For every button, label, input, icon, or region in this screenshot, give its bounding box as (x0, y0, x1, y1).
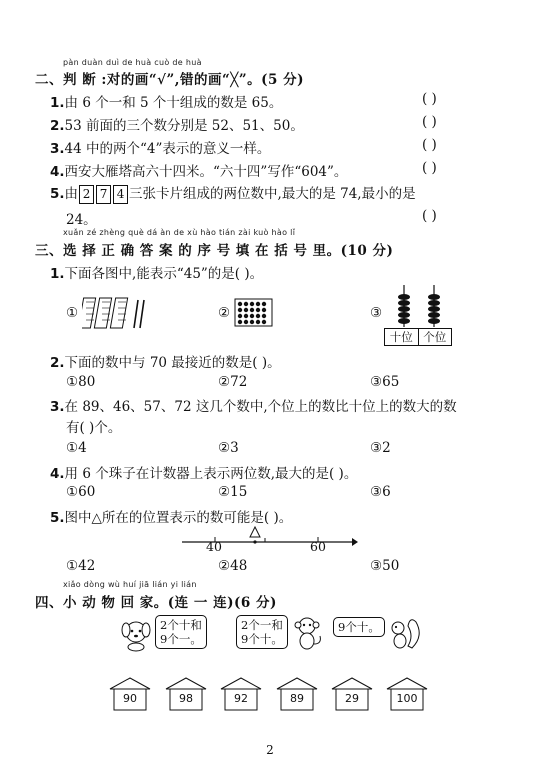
s2-q4: 4.西安大雁塔高六十四米。“六十四”写作“604”。 (50, 164, 348, 180)
bundled-sticks-picture (82, 296, 152, 332)
section2-pinyin: pàn duàn duì de huà cuò de huà (63, 58, 202, 67)
s3-q5-option-1[interactable]: ①42 (66, 558, 96, 574)
tick-label-60: 60 (310, 539, 326, 554)
bubble-puppy: 2个十和 9个一。 (155, 615, 207, 649)
number-card: 7 (96, 185, 111, 204)
s3-q4-option-1[interactable]: ①60 (66, 484, 96, 500)
house-29[interactable] (330, 677, 374, 711)
puppy-picture (118, 616, 154, 652)
s2-q5-cont: 24。 (66, 212, 97, 228)
s3-q4-option-2[interactable]: ②15 (218, 484, 248, 500)
bubble-squirrel: 9个十。 (333, 617, 385, 637)
s2-q5-answer-paren[interactable]: ( ) (422, 208, 437, 224)
s3-q3-option-1[interactable]: ①4 (66, 440, 87, 456)
page-number: 2 (266, 743, 274, 757)
house-number: 100 (396, 692, 418, 705)
s3-q3: 3.在 89、46、57、72 这几个数中,个位上的数比十位上的数大的数 (50, 399, 457, 415)
s2-q5: 5.由 2 7 4 三张卡片组成的两位数中,最大的是 74,最小的是 (50, 186, 416, 202)
s3-q5: 5.图中△所在的位置表示的数可能是( )。 (50, 510, 293, 526)
house-98[interactable] (164, 677, 208, 711)
number-card: 4 (113, 185, 128, 204)
s3-q2: 2.下面的数中与 70 最接近的数是( )。 (50, 355, 281, 371)
house-number: 90 (123, 692, 137, 705)
s3-q5-option-2[interactable]: ②48 (218, 558, 248, 574)
abacus-label-box (384, 328, 452, 346)
tens-place-label: 十位 (385, 329, 419, 345)
dot-grid-picture (234, 298, 274, 328)
s3-q1-option-2-marker[interactable]: ② (218, 305, 231, 321)
s3-q1-option-3-marker[interactable]: ③ (370, 305, 383, 321)
s2-q1: 1.由 6 个一和 5 个十组成的数是 65。 (50, 95, 283, 111)
s3-q4: 4.用 6 个珠子在计数器上表示两位数,最大的是( )。 (50, 466, 358, 482)
house-number: 89 (290, 692, 304, 705)
s2-q4-answer-paren[interactable]: ( ) (422, 160, 437, 176)
section3-pinyin: xuǎn zé zhèng què dá àn de xù hào tián zài kuò hào lǐ (63, 228, 296, 237)
s3-q2-option-1[interactable]: ①80 (66, 374, 96, 390)
s2-q2: 2.53 前面的三个数分别是 52、51、50。 (50, 118, 304, 134)
house-89[interactable] (275, 677, 319, 711)
bubble-monkey: 2个一和 9个十。 (236, 615, 288, 649)
s3-q3-option-3[interactable]: ③2 (370, 440, 391, 456)
squirrel-picture (386, 614, 422, 652)
s2-q1-answer-paren[interactable]: ( ) (422, 91, 437, 107)
section3-title: 三、选 择 正 确 答 案 的 序 号 填 在 括 号 里。(10 分) (35, 243, 394, 259)
s2-q3: 3.44 中的两个“4”表示的意义一样。 (50, 141, 271, 157)
s3-q4-option-3[interactable]: ③6 (370, 484, 391, 500)
section4-pinyin: xiǎo dòng wù huí jiā lián yi lián (63, 580, 197, 589)
number-card: 2 (79, 185, 94, 204)
ones-place-label: 个位 (423, 330, 447, 344)
s2-q3-answer-paren[interactable]: ( ) (422, 137, 437, 153)
s3-q2-option-3[interactable]: ③65 (370, 374, 400, 390)
house-number: 29 (345, 692, 359, 705)
monkey-picture (290, 614, 324, 652)
s3-q3-option-2[interactable]: ②3 (218, 440, 239, 456)
section2-title: 二、判 断 :对的画“√”,错的画“╳”。(5 分) (35, 72, 305, 88)
s3-q5-option-3[interactable]: ③50 (370, 558, 400, 574)
house-92[interactable] (219, 677, 263, 711)
house-number: 98 (179, 692, 193, 705)
s3-q1-option-1-marker[interactable]: ① (66, 305, 79, 321)
tick-label-40: 40 (206, 539, 222, 554)
abacus-picture (388, 283, 452, 329)
house-90[interactable] (108, 677, 152, 711)
house-100[interactable] (385, 677, 429, 711)
s3-q1: 1.下面各图中,能表示“45”的是( )。 (50, 266, 264, 282)
house-number: 92 (234, 692, 248, 705)
s2-q2-answer-paren[interactable]: ( ) (422, 114, 437, 130)
s3-q3-cont: 有( )个。 (66, 420, 122, 436)
section4-title: 四、小 动 物 回 家。(连 一 连)(6 分) (35, 595, 277, 611)
s3-q2-option-2[interactable]: ②72 (218, 374, 248, 390)
